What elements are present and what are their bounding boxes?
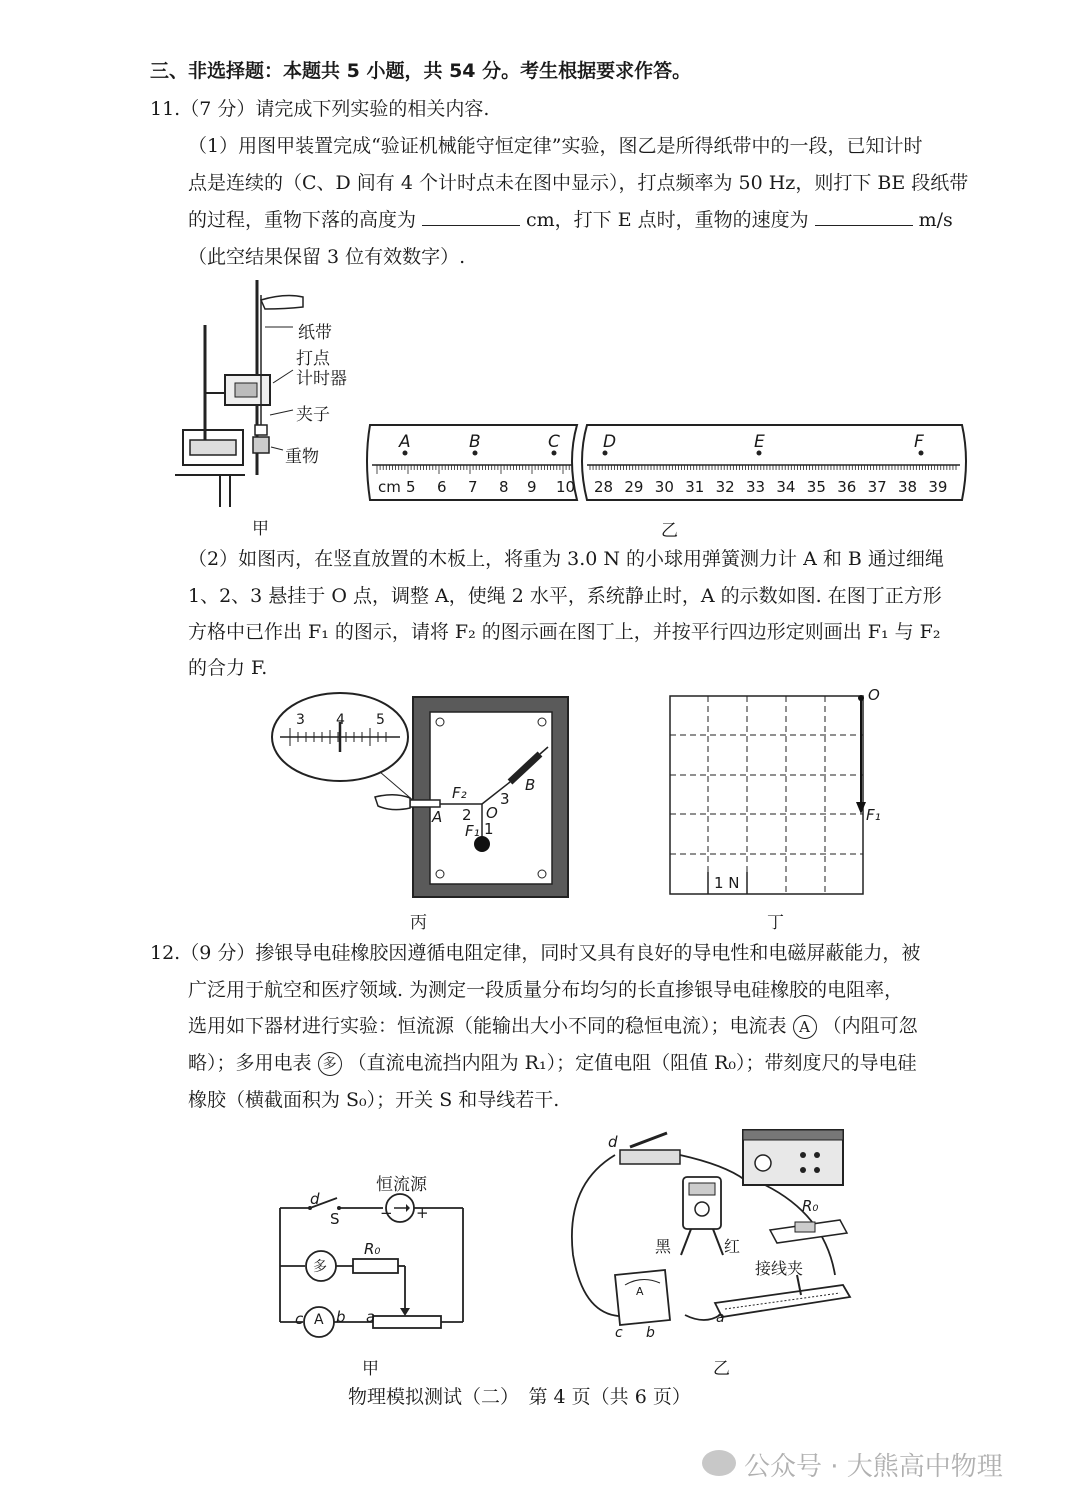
- bing-label-rope1: 1: [484, 820, 494, 838]
- caption-q12-yi: 乙: [713, 1359, 730, 1379]
- q12-text-details: （直流电流挡内阻为 R₁）；定值电阻（阻值 R₀）；带刻度尺的导电硅: [347, 1052, 917, 1074]
- q12-line5: 橡胶（横截面积为 S₀）；开关 S 和导线若干.: [188, 1089, 560, 1111]
- q12-line4: [188, 1050, 917, 1076]
- ruler-tick-label: 9: [527, 478, 537, 496]
- setup-label-d: d: [608, 1133, 618, 1151]
- circuit-label-plus: +: [416, 1204, 429, 1222]
- q12-line3: [188, 1013, 918, 1039]
- q11-unit-ms: m/s: [918, 209, 953, 231]
- ruler-tick-label: 6: [437, 478, 447, 496]
- caption-q12-jia: 甲: [362, 1359, 379, 1379]
- setup-label-clip: 接线夹: [755, 1259, 804, 1278]
- circuit-label-c: c: [295, 1310, 304, 1328]
- section-title: 三、非选择题：本题共 5 小题，共 54 分。考生根据要求作答。: [150, 60, 692, 82]
- q11-part2-line4: 的合力 F.: [188, 657, 268, 679]
- label-paper-tape: 纸带: [298, 323, 332, 343]
- ruler-tick-label: 31: [685, 478, 705, 496]
- ruler-tick-label: 36: [837, 478, 857, 496]
- wechat-icon: [702, 1450, 736, 1476]
- circuit-label-a: a: [366, 1308, 376, 1326]
- q11-text-height: 的过程，重物下落的高度为: [188, 209, 417, 231]
- q11-part1-line1: （1）用图甲装置完成“验证机械能守恒定律”实验，图乙是所得纸带中的一段，已知计时: [188, 135, 923, 157]
- circuit-label-minus: −: [380, 1204, 393, 1222]
- q11-part1-line2: 点是连续的（C、D 间有 4 个计时点未在图中显示），打点频率为 50 Hz，则打下 BE 段纸带: [188, 172, 969, 194]
- ruler-tick-label: 39: [928, 478, 948, 496]
- force-board-figure: [270, 692, 575, 902]
- q11-part2-line1: （2）如图丙，在竖直放置的木板上，将重为 3.0 N 的小球用弹簧测力计 A 和 B 通过细绳: [188, 548, 944, 570]
- setup-label-red: 红: [724, 1237, 741, 1256]
- ruler-tick-label: 33: [746, 478, 766, 496]
- ding-label-F1: F₁: [866, 806, 881, 824]
- answer-blank-velocity[interactable]: [815, 207, 913, 226]
- circuit-label-b: b: [336, 1308, 346, 1326]
- ruler-tick-label: 28: [594, 478, 614, 496]
- page-footer: 物理模拟测试（二） 第 4 页（共 6 页）: [348, 1386, 691, 1408]
- bing-label-F2: F₂: [452, 784, 467, 802]
- ruler-tick-label: 8: [499, 478, 509, 496]
- setup-label-c: c: [615, 1325, 623, 1341]
- ruler-tick-label: 5: [406, 478, 416, 496]
- ruler-tick-label: 30: [654, 478, 674, 496]
- q12-line1: 12.（9 分）掺银导电硅橡胶因遵循电阻定律，同时又具有良好的导电性和电磁屏蔽能力，被: [150, 942, 921, 964]
- tape-point-C: C: [548, 432, 560, 452]
- ruler-tick-label: 29: [624, 478, 644, 496]
- tape-point-F: F: [914, 432, 924, 452]
- scale-label-4: 4: [336, 712, 345, 728]
- q11-heading: 11.（7 分）请完成下列实验的相关内容.: [150, 98, 490, 120]
- circuit-label-source: 恒流源: [376, 1175, 427, 1195]
- ruler-tick-label: 37: [867, 478, 887, 496]
- label-clip: 夹子: [296, 405, 330, 425]
- q12-text-multimeter: 略）；多用电表: [188, 1052, 312, 1074]
- bing-label-rope3: 3: [500, 790, 510, 808]
- circuit-multimeter-symbol: 多: [313, 1259, 327, 1275]
- q11-part2-line3: 方格中已作出 F₁ 的图示，请将 F₂ 的图示画在图丁上，并按平行四边形定则画出 F₁ 与 F₂: [188, 621, 941, 643]
- force-grid-figure[interactable]: [668, 694, 868, 899]
- q12-text-equipment: 选用如下器材进行实验：恒流源（能输出大小不同的稳恒电流）；电流表: [188, 1015, 787, 1037]
- ruler-tick-label: cm: [378, 478, 401, 496]
- bing-label-F1: F₁: [465, 822, 480, 840]
- setup-label-R0: R₀: [802, 1197, 819, 1215]
- label-weight: 重物: [285, 447, 319, 467]
- q11-part1-line4: （此空结果保留 3 位有效数字）.: [188, 246, 466, 268]
- label-timer-2: 计时器: [296, 369, 347, 389]
- tape-point-B: B: [469, 432, 481, 452]
- q12-line2: 广泛用于航空和医疗领域. 为测定一段质量分布均匀的长直掺银导电硅橡胶的电阻率，: [188, 979, 904, 1001]
- setup-label-black: 黑: [655, 1237, 672, 1256]
- ruler-tick-label: 34: [776, 478, 796, 496]
- bing-label-B: B: [525, 776, 536, 794]
- setup-label-a: a: [716, 1310, 725, 1326]
- q11-part1-line3: [188, 207, 953, 233]
- scale-label-5: 5: [376, 712, 385, 728]
- multimeter-symbol-icon: 多: [318, 1052, 342, 1076]
- ruler-tick-label: 38: [898, 478, 918, 496]
- answer-blank-height[interactable]: [422, 207, 520, 226]
- label-timer-1: 打点: [296, 349, 330, 369]
- ruler-tick-label: 32: [715, 478, 735, 496]
- ruler-tick-label: 35: [806, 478, 826, 496]
- circuit-ammeter-symbol: A: [314, 1312, 324, 1328]
- circuit-label-S: S: [330, 1210, 340, 1228]
- bing-label-O: O: [486, 804, 498, 822]
- ruler-tick-label: 7: [468, 478, 478, 496]
- q11-text-velocity: cm，打下 E 点时，重物的速度为: [526, 209, 809, 231]
- apparatus-figure: [175, 275, 375, 510]
- setup-ammeter-mark: A: [636, 1285, 644, 1298]
- physical-setup-figure: [565, 1125, 855, 1350]
- ammeter-symbol-icon: A: [793, 1015, 817, 1039]
- ruler-tick-label: 10: [556, 478, 576, 496]
- ding-label-unit: 1 N: [714, 874, 740, 892]
- circuit-label-d: d: [310, 1190, 320, 1208]
- circuit-label-R0: R₀: [364, 1240, 381, 1258]
- caption-fig-yi: 乙: [661, 521, 678, 541]
- caption-fig-ding: 丁: [767, 913, 784, 933]
- tape-point-E: E: [754, 432, 765, 452]
- ding-label-O: O: [868, 686, 880, 704]
- caption-fig-bing: 丙: [410, 913, 427, 933]
- tape-point-D: D: [603, 432, 617, 452]
- setup-label-b: b: [646, 1325, 655, 1341]
- q11-part2-line2: 1、2、3 悬挂于 O 点，调整 A，使绳 2 水平，系统静止时，A 的示数如图. 在图丁正方形: [188, 585, 942, 607]
- watermark-text: 公众号 · 大熊高中物理: [744, 1452, 1003, 1482]
- bing-label-A: A: [432, 808, 443, 826]
- caption-fig-jia: 甲: [252, 519, 269, 539]
- bing-label-rope2: 2: [462, 806, 472, 824]
- scale-label-3: 3: [296, 712, 305, 728]
- tape-point-A: A: [399, 432, 411, 452]
- q12-text-resistance: （内阻可忽: [822, 1015, 918, 1037]
